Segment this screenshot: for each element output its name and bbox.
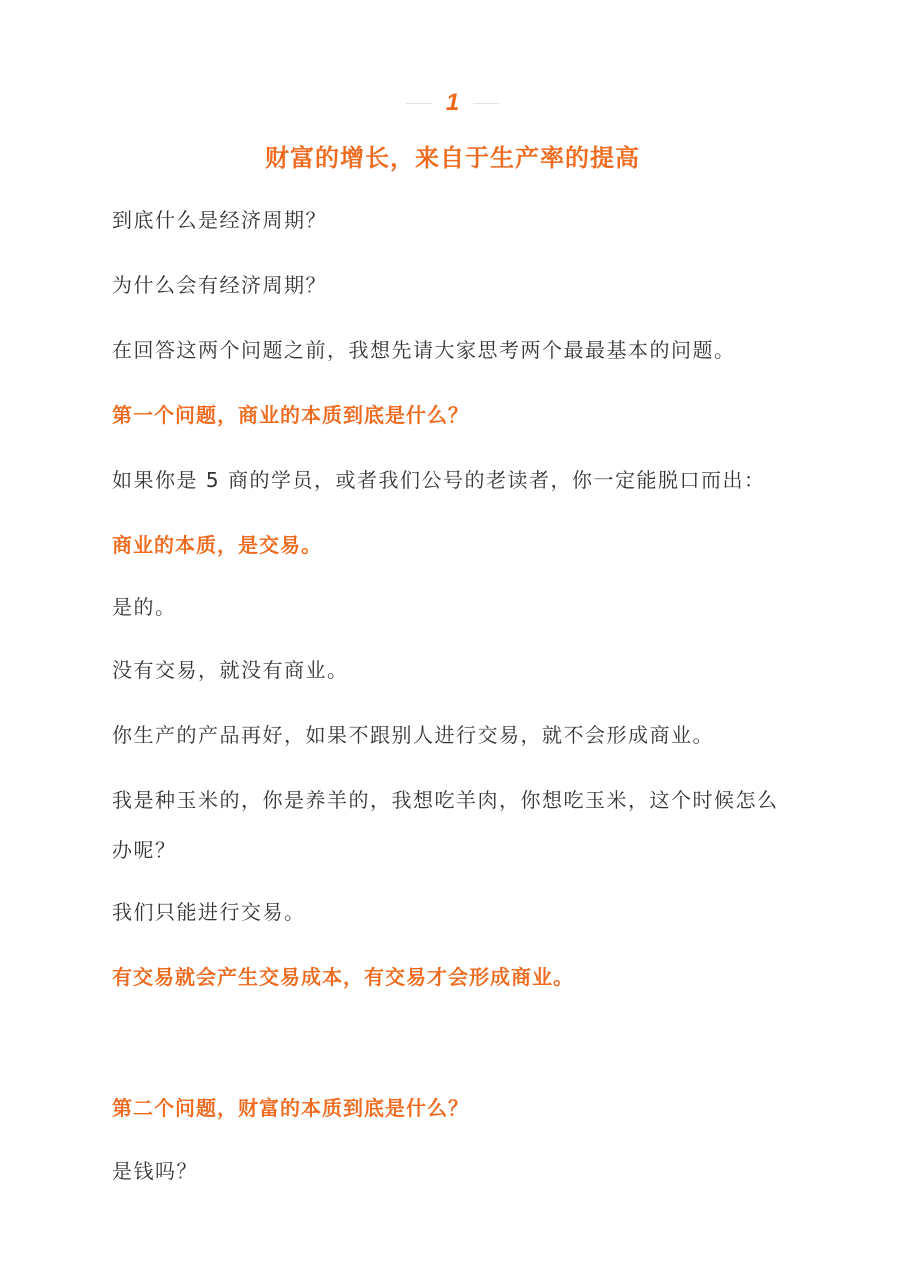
highlighted-paragraph: 第一个问题，商业的本质到底是什么？ xyxy=(112,403,469,427)
paragraph: 是钱吗？ xyxy=(112,1159,198,1183)
right-divider-line xyxy=(473,103,499,104)
left-divider-line xyxy=(406,103,432,104)
paragraph: 在回答这两个问题之前，我想先请大家思考两个最最基本的问题。 xyxy=(112,338,736,362)
section-number: 1 xyxy=(445,89,460,116)
paragraph: 到底什么是经济周期？ xyxy=(112,208,327,232)
highlighted-paragraph: 商业的本质，是交易。 xyxy=(112,533,322,557)
paragraph: 我们只能进行交易。 xyxy=(112,900,306,924)
highlighted-paragraph: 第二个问题，财富的本质到底是什么？ xyxy=(112,1096,469,1120)
highlighted-paragraph: 有交易就会产生交易成本，有交易才会形成商业。 xyxy=(112,965,574,989)
paragraph: 我是种玉米的，你是养羊的，我想吃羊肉，你想吃玉米，这个时候怎么办呢？ xyxy=(112,788,779,862)
paragraph: 你生产的产品再好，如果不跟别人进行交易，就不会形成商业。 xyxy=(112,723,714,747)
paragraph: 如果你是 5 商的学员，或者我们公号的老读者，你一定能脱口而出： xyxy=(112,468,766,492)
section-number-header xyxy=(0,86,905,120)
paragraph: 为什么会有经济周期？ xyxy=(112,273,327,297)
section-title: 财富的增长，来自于生产率的提高 xyxy=(265,144,640,172)
paragraph: 是的。 xyxy=(112,595,177,619)
paragraph: 没有交易，就没有商业。 xyxy=(112,658,349,682)
